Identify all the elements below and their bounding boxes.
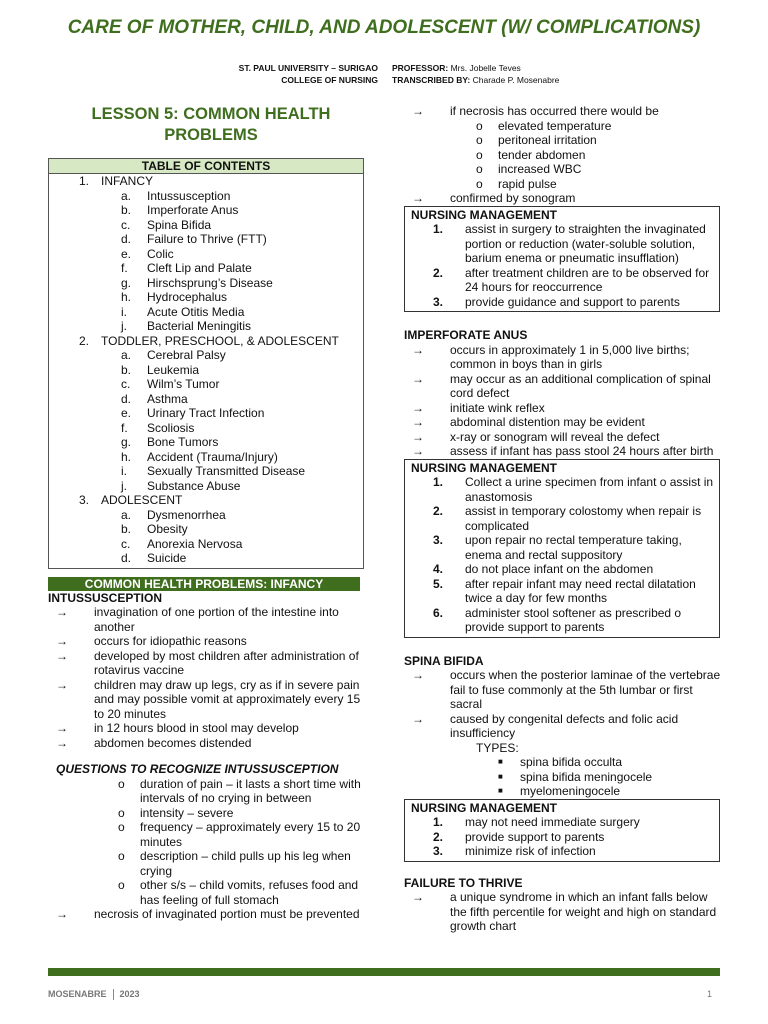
toc-body xyxy=(49,174,363,568)
arrow-icon: → xyxy=(412,415,424,429)
intussusception-questions xyxy=(48,777,364,908)
page-number: 1 xyxy=(706,989,712,999)
toc-item: h. Accident (Trauma/Injury) xyxy=(121,449,278,464)
circle-bullet-icon: o xyxy=(476,176,483,191)
toc-item: c. Spina Bifida xyxy=(121,217,212,232)
toc-item: h. Hydrocephalus xyxy=(121,290,228,304)
item-number: 6. xyxy=(433,605,444,620)
spina-bifida-nursing-management xyxy=(404,799,720,862)
circle-bullet-icon: o xyxy=(476,118,483,133)
toc-item: j. Substance Abuse xyxy=(121,478,241,493)
circle-bullet-icon: o xyxy=(118,878,125,892)
item-number: 2. xyxy=(433,829,444,844)
imperforate-points xyxy=(404,343,724,459)
toc-item: c. Wilm’s Tumor xyxy=(121,377,220,391)
nursing-management-heading: NURSING MANAGEMENT xyxy=(411,207,557,222)
list-item: o increased WBC xyxy=(476,162,582,176)
failure-to-thrive-points xyxy=(404,890,724,934)
numbered-item: 4. do not place infant on the abdomen xyxy=(433,562,654,576)
nursing-management-heading: NURSING MANAGEMENT xyxy=(411,800,557,815)
numbered-item: 5. after repair infant may need rectal dilatation twice a day for few months xyxy=(433,576,696,605)
toc-item: d. Asthma xyxy=(121,391,188,406)
nursing-management-heading: NURSING MANAGEMENT xyxy=(411,460,557,475)
footer-bar xyxy=(48,968,720,976)
types-label: TYPES: xyxy=(476,740,519,755)
intussusception-heading: INTUSSUSCEPTION xyxy=(48,590,163,605)
arrow-icon: → xyxy=(412,371,424,386)
list-item: → initiate wink reflex xyxy=(412,400,545,415)
toc-item: j. Bacterial Meningitis xyxy=(121,319,252,333)
circle-bullet-icon: o xyxy=(118,849,125,863)
arrow-icon: → xyxy=(56,721,68,735)
list-item: → caused by congenital defects and folic acid insufficiency xyxy=(412,711,679,740)
toc-item: b. Imperforate Anus xyxy=(121,203,239,217)
toc-group: 2. TODDLER, PRESCHOOL, & ADOLESCENT xyxy=(79,333,339,348)
list-item: → invagination of one portion of the intestine into another xyxy=(56,605,339,634)
toc-group: 3. ADOLESCENT xyxy=(79,493,183,507)
square-bullet-icon: ■ xyxy=(498,757,503,766)
toc-group: 1. INFANCY xyxy=(79,174,154,188)
circle-bullet-icon: o xyxy=(118,776,125,791)
list-item: → children may draw up legs, cry as if in severe pain and may possible vomit at approximately every 15 to 20 minutes xyxy=(56,677,361,721)
item-number: 4. xyxy=(433,562,444,576)
right-column xyxy=(404,104,724,934)
arrow-icon: → xyxy=(412,400,424,415)
toc-item: a. Dysmenorrhea xyxy=(121,507,226,522)
circle-bullet-icon: o xyxy=(476,147,483,162)
document-title: CARE OF MOTHER, CHILD, AND ADOLESCENT (W/ COMPLICATIONS) xyxy=(67,17,701,38)
numbered-item: 2. provide support to parents xyxy=(433,829,605,844)
circle-bullet-icon: o xyxy=(476,162,483,176)
toc-item: a. Intussusception xyxy=(121,188,231,203)
list-item: → x-ray or sonogram will reveal the defect xyxy=(412,429,660,444)
arrow-icon: → xyxy=(56,648,68,663)
toc-item: a. Cerebral Palsy xyxy=(121,348,226,362)
table-of-contents xyxy=(48,158,364,569)
toc-item: d. Suicide xyxy=(121,551,187,565)
item-number: 1. xyxy=(433,222,444,236)
arrow-icon: → xyxy=(412,342,424,357)
numbered-item: 1. may not need immediate surgery xyxy=(433,815,640,829)
numbered-item: 1. Collect a urine specimen from infant o assist in anastomosis xyxy=(433,475,714,504)
spina-bifida-heading: SPINA BIFIDA xyxy=(404,653,484,668)
arrow-icon: → xyxy=(412,191,424,205)
numbered-item: 3. minimize risk of infection xyxy=(433,844,596,858)
toc-item: e. Colic xyxy=(121,246,174,261)
item-number: 3. xyxy=(433,294,444,309)
arrow-icon: → xyxy=(412,429,424,444)
numbered-item: 2. after treatment children are to be observed for 24 hours for reoccurrence xyxy=(433,265,710,294)
arrow-icon: → xyxy=(56,907,68,921)
item-number: 5. xyxy=(433,576,444,591)
toc-item: b. Obesity xyxy=(121,522,188,536)
arrow-icon: → xyxy=(412,444,424,458)
arrow-icon: → xyxy=(412,890,424,904)
arrow-icon: → xyxy=(412,711,424,726)
list-item: ■ spina bifida meningocele xyxy=(498,769,653,784)
intussusception-nursing-management xyxy=(404,206,720,313)
toc-item: b. Leukemia xyxy=(121,362,200,377)
left-column xyxy=(48,104,364,922)
list-item: ■ myelomeningocele xyxy=(498,784,621,798)
toc-item: f. Cleft Lip and Palate xyxy=(121,261,252,275)
circle-bullet-icon: o xyxy=(476,133,483,147)
spina-bifida-types xyxy=(404,755,724,799)
list-item: o intensity – severe xyxy=(118,805,234,820)
list-item: o rapid pulse xyxy=(476,176,557,191)
toc-item: g. Hirschsprung’s Disease xyxy=(121,275,273,290)
item-number: 3. xyxy=(433,844,444,858)
toc-heading: TABLE OF CONTENTS xyxy=(49,159,363,174)
list-item: → if necrosis has occurred there would be xyxy=(412,104,659,118)
intussusception-points xyxy=(48,605,364,750)
list-item: o other s/s – child vomits, refuses food and has feeling of full stomach xyxy=(118,878,359,907)
item-number: 1. xyxy=(433,475,444,489)
list-item: → abdomen becomes distended xyxy=(56,735,252,750)
list-item: → developed by most children after administration of rotavirus vaccine xyxy=(56,648,359,677)
transcriber-line: TRANSCRIBED BY: Charade P. Mosenabre xyxy=(392,75,560,85)
failure-to-thrive-heading: FAILURE TO THRIVE xyxy=(404,875,523,890)
circle-bullet-icon: o xyxy=(118,805,125,820)
numbered-item: 2. assist in temporary colostomy when repair is complicated xyxy=(433,504,702,533)
square-bullet-icon: ■ xyxy=(498,771,503,781)
list-item: o elevated temperature xyxy=(476,118,612,133)
list-item: o peritoneal irritation xyxy=(476,133,597,147)
list-item: → may occur as an additional complication of spinal cord defect xyxy=(412,371,711,400)
lesson-title: LESSON 5: COMMON HEALTH PROBLEMS xyxy=(91,105,331,144)
circle-bullet-icon: o xyxy=(118,820,125,834)
toc-item: e. Urinary Tract Infection xyxy=(121,406,265,420)
list-item: → a unique syndrome in which an infant falls below the fifth percentile for weight and high on standard growth chart xyxy=(412,890,717,933)
item-number: 2. xyxy=(433,504,444,518)
imperforate-heading: IMPERFORATE ANUS xyxy=(404,328,528,342)
toc-item: i. Sexually Transmitted Disease xyxy=(121,464,306,478)
list-item: o tender abdomen xyxy=(476,147,586,162)
list-item: → in 12 hours blood in stool may develop xyxy=(56,721,299,735)
list-item: → occurs in approximately 1 in 5,000 live births; common in boys than in girls xyxy=(412,342,690,371)
item-number: 2. xyxy=(433,265,444,280)
questions-heading: QUESTIONS TO RECOGNIZE INTUSSUSCEPTION xyxy=(56,762,339,776)
arrow-icon: → xyxy=(56,677,68,692)
professor-line: PROFESSOR: Mrs. Jobelle Teves xyxy=(392,63,521,73)
square-bullet-icon: ■ xyxy=(498,786,503,795)
toc-item: f. Scoliosis xyxy=(121,420,195,435)
arrow-icon: → xyxy=(412,668,424,682)
list-item: o duration of pain – it lasts a short time with intervals of no crying in between xyxy=(118,776,361,805)
list-item: ■ spina bifida occulta xyxy=(498,755,623,769)
spina-bifida-points xyxy=(404,668,724,741)
numbered-item: 3. upon repair no rectal temperature taking, enema and rectal suppository xyxy=(433,533,682,562)
toc-item: i. Acute Otitis Media xyxy=(121,304,245,319)
numbered-item: 6. administer stool softener as prescribed o provide support to parents xyxy=(433,605,682,634)
arrow-icon: → xyxy=(56,634,68,648)
college-name: COLLEGE OF NURSING xyxy=(281,75,378,85)
numbered-item: 3. provide guidance and support to parents xyxy=(433,294,680,309)
toc-item: c. Anorexia Nervosa xyxy=(121,536,243,551)
list-item: → occurs for idiopathic reasons xyxy=(56,634,247,648)
arrow-icon: → xyxy=(56,735,68,750)
toc-item: g. Bone Tumors xyxy=(121,435,219,449)
imperforate-nursing-management xyxy=(404,459,720,638)
infancy-section-bar: COMMON HEALTH PROBLEMS: INFANCY xyxy=(48,577,360,591)
necrosis-signs xyxy=(404,119,724,192)
numbered-item: 1. assist in surgery to straighten the invaginated portion or reduction (water-soluble solution, barium enema or pneumatic insufflation) xyxy=(433,222,706,265)
toc-item: d. Failure to Thrive (FTT) xyxy=(121,232,267,246)
list-item: → abdominal distention may be evident xyxy=(412,415,645,429)
list-item: → necrosis of invaginated portion must be prevented xyxy=(56,907,360,921)
item-number: 1. xyxy=(433,815,444,829)
footer-author: MOSENABRE 2023 xyxy=(48,989,140,999)
list-item: o description – child pulls up his leg when crying xyxy=(118,849,351,878)
list-item: → occurs when the posterior laminae of the vertebrae fail to fuse commonly at the 5th lumbar or first sacral xyxy=(412,668,721,711)
arrow-icon: → xyxy=(56,605,68,619)
school-name: ST. PAUL UNIVERSITY – SURIGAO xyxy=(238,63,378,73)
arrow-icon: → xyxy=(412,104,424,118)
list-item: → confirmed by sonogram xyxy=(412,191,576,205)
list-item: o frequency – approximately every 15 to 20 minutes xyxy=(118,820,361,849)
list-item: → assess if infant has pass stool 24 hours after birth xyxy=(412,444,714,458)
item-number: 3. xyxy=(433,533,444,547)
